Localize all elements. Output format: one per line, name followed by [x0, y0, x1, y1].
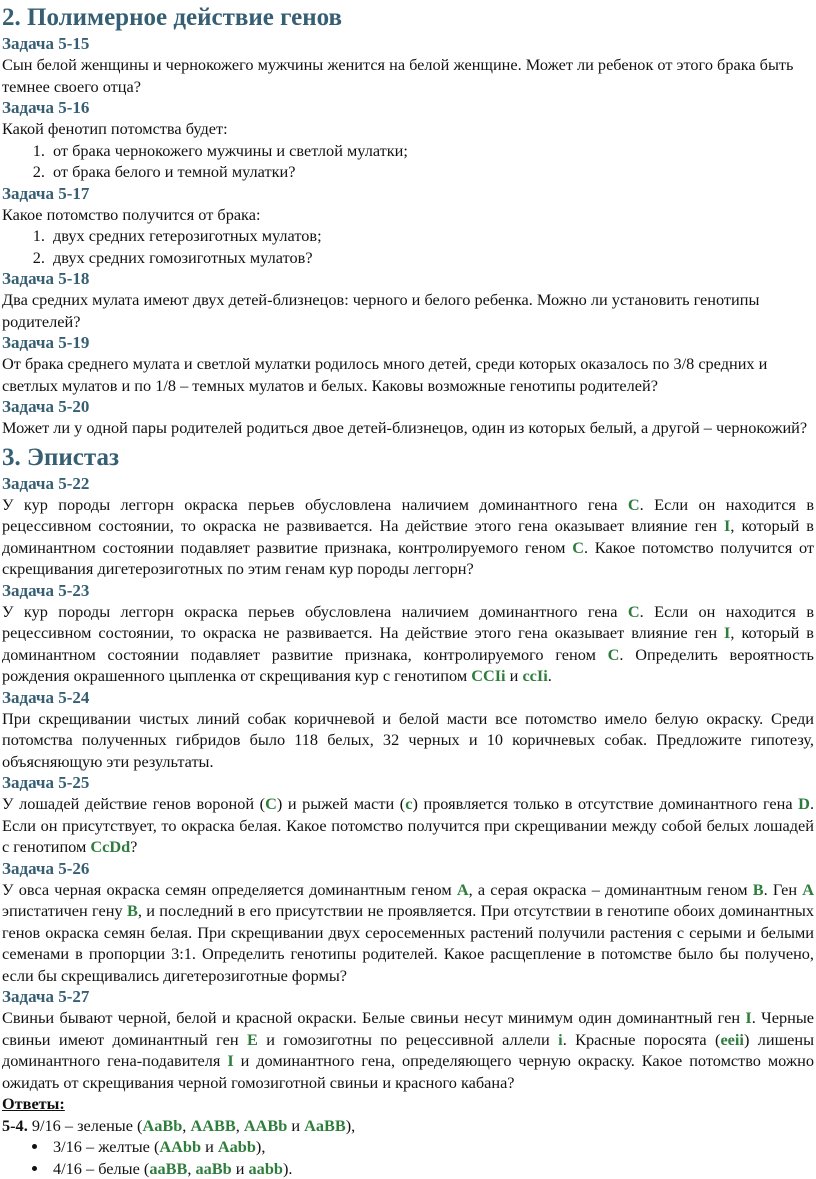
task-5-17-text: Какое потомство получится от брака: [2, 204, 814, 226]
task-5-26-label: Задача 5-26 [2, 858, 814, 879]
genotype: eeii [720, 1030, 744, 1049]
text-run: и [287, 1116, 304, 1135]
gene-symbol: В [127, 901, 138, 920]
gene-symbol: Е [247, 1030, 258, 1049]
text-run: и доминантного гена, определяющего черную окраску. Какое потомство можно ожидать от скрещивания черной гомозиготной свиньи и красного кабана? [2, 1051, 814, 1092]
list-item: 1. двух средних гетерозиготных мулатов; [49, 225, 814, 247]
gene-symbol: I [724, 516, 730, 535]
gene-symbol: А [457, 880, 469, 899]
task-5-26-text [2, 879, 814, 987]
task-5-22-text [2, 494, 814, 580]
gene-symbol: I [724, 623, 730, 642]
gene-symbol: С [628, 602, 640, 621]
task-5-18-text: Два средних мулата имеют двух детей-близнецов: черного и белого ребенка. Можно ли установить генотипы родителей? [2, 289, 814, 332]
text-run: , а серая окраска – доминантным геном [469, 880, 753, 899]
gene-symbol: I [745, 1008, 751, 1027]
text-run: У кур породы леггорн окраска перьев обусловлена наличием доминантного гена [2, 602, 628, 621]
task-5-18-label: Задача 5-18 [2, 268, 814, 289]
text-run: ). [283, 1159, 293, 1178]
text-run: ) проявляется только в отсутствие доминантного гена [412, 794, 798, 813]
text-run: У овса черная окраска семян определяется доминантным геном [2, 880, 457, 899]
text-run: ? [130, 837, 137, 856]
gene-symbol: D [798, 794, 810, 813]
text-run: ), [346, 1116, 356, 1135]
list-item: 2. от брака белого и темной мулатки? [49, 161, 814, 183]
gene-symbol: С [265, 794, 277, 813]
gene-symbol: С [628, 495, 640, 514]
task-5-24-label: Задача 5-24 [2, 687, 814, 708]
genotype: AABB [190, 1116, 235, 1135]
list-item [49, 1158, 814, 1179]
text-run: 9/16 – зеленые ( [28, 1116, 143, 1135]
text-run: . [548, 666, 552, 685]
text-run: У лошадей действие генов вороной ( [2, 794, 265, 813]
text-run: , и последний в его присутствии не проявляется. При отсутствии в генотипе обоих доминантных генов окраска семян белая. При скрещивании двух серосеменных растений получили растения с серыми и белыми семенами в пропорции 3:1. Определить генотипы родителей. Какое расщепление в потомстве было бы получено, если бы скрещивались дигетерозиготные формы? [2, 901, 814, 985]
text-run: Свиньи бывают черной, белой и красной окраски. Белые свиньи несут минимум один доминантный ген [2, 1008, 745, 1027]
task-5-22-label: Задача 5-22 [2, 473, 814, 494]
gene-symbol: В [753, 880, 764, 899]
answer-number: 5-4. [2, 1116, 28, 1135]
text-run: . Какое потомство получится от скрещивания дигетерозиготных по этим генам кур породы леггорн? [2, 538, 814, 579]
gene-symbol: i [558, 1030, 563, 1049]
text-run: и [232, 1159, 249, 1178]
answer-5-4-list [2, 1136, 814, 1179]
text-run: , [182, 1116, 190, 1135]
section-2-heading: 2. Полимерное действие генов [2, 2, 814, 33]
task-5-15-text: Сын белой женщины и чернокожего мужчины женится на белой женщине. Может ли ребенок от этого брака быть темнее своего отца? [2, 54, 814, 97]
text-run: и [201, 1137, 218, 1156]
task-5-25-text [2, 793, 814, 858]
text-run: 3/16 – желтые ( [53, 1137, 159, 1156]
answer-5-4 [2, 1115, 814, 1137]
task-5-15-label: Задача 5-15 [2, 33, 814, 54]
text-run: эпистатичен гену [2, 901, 127, 920]
text-run: ) и рыжей масти ( [277, 794, 405, 813]
genotype: ccIi [522, 666, 547, 685]
document-page [2, 0, 814, 1179]
task-5-27-text [2, 1007, 814, 1093]
task-5-17-list [2, 225, 814, 268]
text-run: У кур породы леггорн окраска перьев обусловлена наличием доминантного гена [2, 495, 628, 514]
task-5-27-label: Задача 5-27 [2, 986, 814, 1007]
gene-symbol: С [572, 538, 584, 557]
task-5-19-label: Задача 5-19 [2, 332, 814, 353]
text-run: , [236, 1116, 244, 1135]
task-5-16-text: Какой фенотип потомства будет: [2, 118, 814, 140]
genotype: AaBB [304, 1116, 346, 1135]
genotype: CcDd [90, 837, 130, 856]
text-run: ) лишены доминантного гена-подавителя [2, 1030, 814, 1071]
task-5-16-list [2, 140, 814, 183]
task-5-23-label: Задача 5-23 [2, 580, 814, 601]
genotype: aaBB [149, 1159, 187, 1178]
genotype: aabb [249, 1159, 283, 1178]
text-run: и [506, 666, 523, 685]
gene-symbol: А [802, 880, 814, 899]
list-item: 1. от брака чернокожего мужчины и светлой мулатки; [49, 140, 814, 162]
genotype: AAbb [159, 1137, 201, 1156]
text-run: 4/16 – белые ( [53, 1159, 149, 1178]
text-run: , который в доминантном состоянии подавляет развитие признака, контролируемого геном [2, 516, 814, 557]
genotype: aaBb [195, 1159, 231, 1178]
text-run: . Красные поросята ( [563, 1030, 721, 1049]
task-5-24-text: При скрещивании чистых линий собак коричневой и белой масти все потомство имело белую окраску. Среди потомства полученных гибридов было 118 белых, 32 черных и 10 коричневых собак. Предложите гипотезу, объясняющую эти результаты. [2, 708, 814, 773]
text-run: . Черные свиньи имеют доминантный ген [2, 1008, 814, 1049]
task-5-23-text [2, 601, 814, 687]
task-5-25-label: Задача 5-25 [2, 772, 814, 793]
genotype: Aabb [218, 1137, 256, 1156]
task-5-20-label: Задача 5-20 [2, 396, 814, 417]
text-run: . Определить вероятность рождения окрашенного цыпленка от скрещивания кур с генотипом [2, 645, 814, 686]
task-5-20-text: Может ли у одной пары родителей родиться двое детей-близнецов, один из которых белый, а другой – чернокожий? [2, 417, 814, 439]
text-run: . Если он присутствует, то окраска белая. Какое потомство получится при скрещивании между собой белых лошадей с генотипом [2, 794, 814, 856]
task-5-17-label: Задача 5-17 [2, 183, 814, 204]
gene-symbol: с [405, 794, 412, 813]
answers-heading: Ответы: [2, 1093, 814, 1115]
genotype: AaBb [142, 1116, 182, 1135]
text-run: . Если он находится в рецессивном состоянии, то окраска не развивается. На действие этого гена оказывает влияние ген [2, 602, 814, 643]
genotype: AABb [244, 1116, 287, 1135]
task-5-16-label: Задача 5-16 [2, 97, 814, 118]
gene-symbol: С [608, 645, 620, 664]
text-run: . Если он находится в рецессивном состоянии, то окраска не развивается. На действие этого гена оказывает влияние ген [2, 495, 814, 536]
section-3-heading: 3. Эпистаз [2, 442, 814, 473]
genotype: CCIi [471, 666, 505, 685]
task-5-19-text: От брака среднего мулата и светлой мулатки родилось много детей, среди которых оказалось по 3/8 средних и светлых мулатов и по 1/8 – темных мулатов и белых. Каковы возможные генотипы родителей? [2, 353, 814, 396]
list-item [49, 1136, 814, 1158]
text-run: ), [256, 1137, 266, 1156]
text-run: , который в доминантном состоянии подавляет развитие признака, контролируемого геном [2, 623, 814, 664]
text-run: , [187, 1159, 195, 1178]
gene-symbol: I [227, 1051, 233, 1070]
text-run: . Ген [764, 880, 803, 899]
text-run: и гомозиготны по рецессивной аллели [258, 1030, 558, 1049]
list-item: 2. двух средних гомозиготных мулатов? [49, 247, 814, 269]
